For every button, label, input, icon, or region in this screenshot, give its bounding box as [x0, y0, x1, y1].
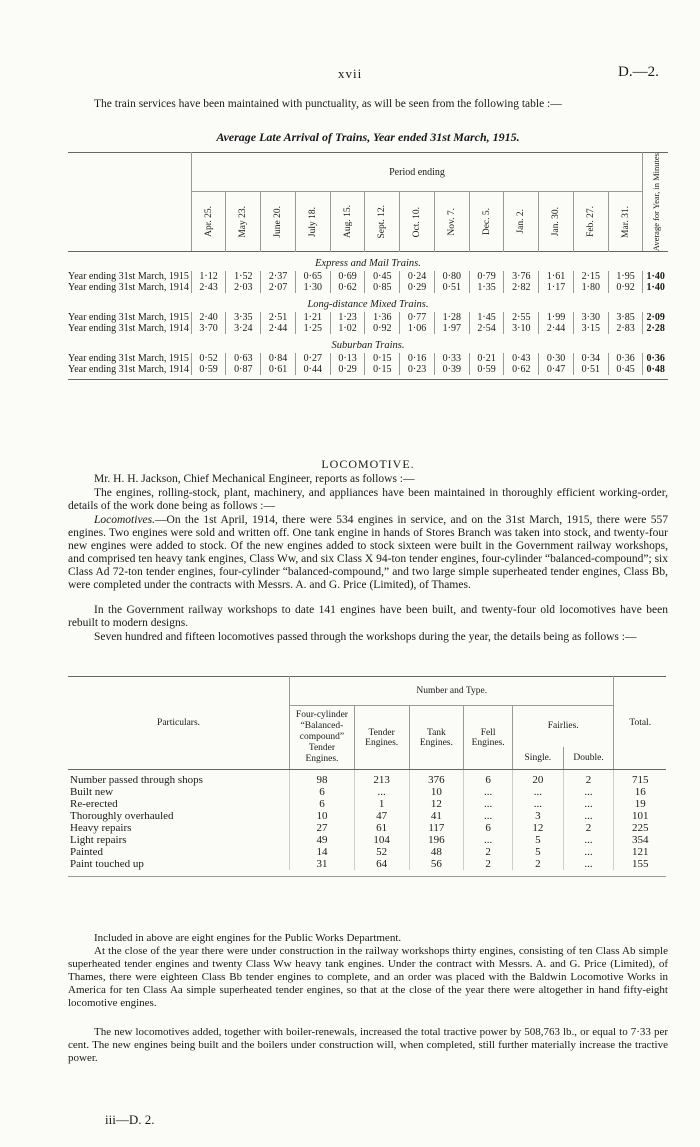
table1-title: Average Late Arrival of Trains, Year ended 31st March, 1915.: [216, 130, 520, 144]
loco-para-3: [68, 514, 668, 592]
table-cell: 0·44: [295, 364, 330, 375]
period-col-header: Jan. 2.: [504, 192, 539, 252]
table-cell: ...: [464, 810, 513, 822]
row-label: Light repairs: [70, 834, 127, 846]
loco-para-3-body: —On the 1st April, 1914, there were 534 engines in service, and on the 31st March, 1915, there were 557 engines. Two engines were sold and written off. One tank engine in hands of Stores Branch was taken into stock, and twenty-four new engines were added to stock. Of the new engines added to stock sixteen were built in the Government railway workshops, and comprised ten heavy tank engines, Class Ww, and six Class X 94-ton tender engines, four-cylinder “balanced-compound”; six Class Ad 72-ton tender engines, four-cylinder “balanced-compound,” and two large simple superheated tender engines, Class Bb, were completed under the contracts with Messrs. A. and G. Price (Limited), of Thames.: [68, 514, 668, 591]
loco-para-5: Seven hundred and fifteen locomotives passed through the workshops during the year, the details being as follows :—: [94, 631, 637, 643]
section-title: Long-distance Mixed Trains.: [307, 299, 429, 311]
locomotive-heading: LOCOMOTIVE.: [321, 457, 415, 471]
total-header: Total.: [614, 677, 666, 770]
workshop-table: [68, 676, 666, 877]
table-cell: 1·30: [295, 282, 330, 293]
period-col-header: Aug. 15.: [330, 192, 365, 252]
table-cell: 2·82: [504, 282, 539, 293]
table-cell: 2: [513, 858, 564, 870]
table-cell: 48: [409, 846, 464, 858]
table-cell: ...: [464, 786, 513, 798]
table-cell: 1·61: [539, 271, 574, 282]
table-cell: ...: [563, 810, 614, 822]
table-end-rule: [68, 870, 666, 877]
section-title: Suburban Trains.: [331, 340, 405, 352]
table-row: [68, 786, 666, 798]
table-cell: 1·35: [469, 282, 504, 293]
table-cell: 0·36: [608, 353, 643, 364]
table-cell: 0·16: [400, 353, 435, 364]
table-cell: 0·15: [365, 364, 400, 375]
table-cell: 3: [513, 810, 564, 822]
row-label: Year ending 31st March, 1914: [68, 281, 189, 293]
closing-para-1: Included in above are eight engines for the Public Works Department.: [94, 932, 402, 944]
avg-cell: 2·28: [643, 323, 668, 334]
single-header: Single.: [513, 747, 564, 770]
table-cell: 715: [614, 770, 666, 787]
period-col-header: Feb. 27.: [573, 192, 608, 252]
table-cell: 2·44: [261, 323, 296, 334]
table-cell: 2·44: [539, 323, 574, 334]
period-col-header: Jan. 30.: [539, 192, 574, 252]
table-cell: 3·85: [608, 312, 643, 323]
locomotives-lead: Locomotives.: [94, 514, 156, 526]
table-cell: 0·29: [330, 364, 365, 375]
loco-para-2: The engines, rolling-stock, plant, machinery, and appliances have been maintained in thoroughly efficient working-order, details of the work done being as follows :—: [68, 487, 668, 512]
row-label: Heavy repairs: [70, 822, 132, 834]
table-row: [68, 834, 666, 846]
fell-header: Fell Engines.: [464, 706, 513, 770]
table-cell: 3·10: [504, 323, 539, 334]
table-cell: 10: [409, 786, 464, 798]
table-cell: 6: [290, 798, 355, 810]
table-cell: 0·13: [330, 353, 365, 364]
section-row: [68, 293, 668, 312]
table-cell: ...: [563, 834, 614, 846]
period-ending-header: Period ending: [191, 153, 643, 192]
table-cell: 6: [290, 786, 355, 798]
table-cell: 0·84: [261, 353, 296, 364]
table-cell: 41: [409, 810, 464, 822]
period-col-header: July 18.: [295, 192, 330, 252]
table-cell: ...: [513, 798, 564, 810]
table-cell: 3·76: [504, 271, 539, 282]
table-row: [68, 798, 666, 810]
table-cell: 2·55: [504, 312, 539, 323]
table-cell: 0·30: [539, 353, 574, 364]
table-cell: 3·24: [226, 323, 261, 334]
table-cell: 1·28: [434, 312, 469, 323]
table-cell: 64: [354, 858, 409, 870]
table-cell: 0·77: [400, 312, 435, 323]
table-cell: 1: [354, 798, 409, 810]
table-cell: 0·47: [539, 364, 574, 375]
table-cell: 56: [409, 858, 464, 870]
table-cell: 225: [614, 822, 666, 834]
table-cell: 0·27: [295, 353, 330, 364]
table-cell: 1·17: [539, 282, 574, 293]
table-cell: 1·95: [608, 271, 643, 282]
avg-header: Average for Year, in Minutes: [643, 153, 668, 252]
table-cell: ...: [563, 798, 614, 810]
table-cell: 2·83: [608, 323, 643, 334]
table-cell: 2·43: [191, 282, 226, 293]
period-col-header: Mar. 31.: [608, 192, 643, 252]
table-cell: 5: [513, 834, 564, 846]
footer-signature: iii—D. 2.: [105, 1112, 155, 1127]
table-cell: ...: [563, 858, 614, 870]
period-col-header: Sept. 12.: [365, 192, 400, 252]
table-cell: 0·51: [434, 282, 469, 293]
table-cell: 0·59: [469, 364, 504, 375]
avg-cell: 0·48: [643, 364, 668, 375]
table-cell: 6: [464, 822, 513, 834]
table-cell: 2·03: [226, 282, 261, 293]
period-col-header: June 20.: [261, 192, 296, 252]
table-cell: 1·97: [434, 323, 469, 334]
section-row: [68, 334, 668, 353]
avg-cell: 1·40: [643, 282, 668, 293]
table-cell: 0·24: [400, 271, 435, 282]
table-cell: 10: [290, 810, 355, 822]
table-cell: 104: [354, 834, 409, 846]
table-row: [68, 282, 668, 293]
table-row: [68, 353, 668, 364]
table-cell: ...: [464, 798, 513, 810]
table-cell: 1·06: [400, 323, 435, 334]
table-cell: 3·35: [226, 312, 261, 323]
table-cell: 121: [614, 846, 666, 858]
period-col-header: May 23.: [226, 192, 261, 252]
intro-paragraph: The train services have been maintained with punctuality, as will be seen from the following table :—: [94, 98, 562, 110]
avg-cell: 1·40: [643, 271, 668, 282]
table-cell: ...: [563, 786, 614, 798]
table-cell: ...: [464, 834, 513, 846]
table-cell: 117: [409, 822, 464, 834]
table-cell: 1·02: [330, 323, 365, 334]
row-label: Thoroughly overhauled: [70, 810, 174, 822]
table-row: [68, 858, 666, 870]
table-cell: 12: [409, 798, 464, 810]
table-cell: 0·85: [365, 282, 400, 293]
table-cell: ...: [354, 786, 409, 798]
table-cell: 0·51: [573, 364, 608, 375]
table-cell: 1·23: [330, 312, 365, 323]
table-row: [68, 846, 666, 858]
table-cell: 0·87: [226, 364, 261, 375]
table-cell: 2·37: [261, 271, 296, 282]
table-cell: 0·45: [608, 364, 643, 375]
period-col-header: Nov. 7.: [434, 192, 469, 252]
table-cell: 0·69: [330, 271, 365, 282]
avg-cell: 2·09: [643, 312, 668, 323]
double-header: Double.: [563, 747, 614, 770]
table-cell: 0·52: [191, 353, 226, 364]
table-cell: 27: [290, 822, 355, 834]
table-cell: 5: [513, 846, 564, 858]
fourcyl-header: Four-cylinder “Balanced-compound” Tender Engines.: [290, 706, 355, 770]
table-cell: 49: [290, 834, 355, 846]
table-cell: 1·21: [295, 312, 330, 323]
table-cell: 3·30: [573, 312, 608, 323]
avg-cell: 0·36: [643, 353, 668, 364]
loco-para-4: In the Government railway workshops to date 141 engines have been built, and twenty-four old locomotives have been rebuilt to modern designs.: [68, 604, 668, 629]
table-cell: 1·52: [226, 271, 261, 282]
period-col-header: Dec. 5.: [469, 192, 504, 252]
table-cell: 0·45: [365, 271, 400, 282]
table-cell: 0·15: [365, 353, 400, 364]
table-cell: 0·39: [434, 364, 469, 375]
fairlies-header: Fairlies.: [513, 706, 614, 747]
table-cell: 14: [290, 846, 355, 858]
loco-para-1: Mr. H. H. Jackson, Chief Mechanical Engineer, reports as follows :—: [94, 473, 415, 485]
table-cell: 1·45: [469, 312, 504, 323]
table-cell: 0·65: [295, 271, 330, 282]
table-cell: ...: [513, 786, 564, 798]
row-label: Year ending 31st March, 1915: [68, 352, 189, 364]
table-cell: 47: [354, 810, 409, 822]
table-cell: 1·99: [539, 312, 574, 323]
closing-para-2: At the close of the year there were under construction in the railway workshops thirty engines, consisting of ten Class Ab simple superheated tender engines and twenty Class Ww heavy tank engines. Under the contract with Messrs. A. and G. Price (Limited), of Thames, there were eighteen Class Bb tender engines to complete, and an order was placed with the Baldwin Locomotive Works in America for ten Class Aa simple superheated tender engines, so that at the close of the year there were altogether in hand fifty-eight locomotive engines.: [68, 945, 668, 1009]
page-number: xvii: [338, 66, 363, 81]
period-col-header: Oct. 10.: [400, 192, 435, 252]
table-cell: 2·15: [573, 271, 608, 282]
table-cell: 2·40: [191, 312, 226, 323]
table-cell: 0·23: [400, 364, 435, 375]
row-label: Built new: [70, 786, 114, 798]
table-cell: 0·62: [330, 282, 365, 293]
table-cell: 0·63: [226, 353, 261, 364]
late-arrival-table: [68, 152, 668, 380]
table-cell: 213: [354, 770, 409, 787]
table-row: [68, 364, 668, 375]
table-cell: 31: [290, 858, 355, 870]
table-row: [68, 770, 666, 787]
table1-corner: [68, 153, 191, 252]
table-cell: 1·80: [573, 282, 608, 293]
table-cell: 354: [614, 834, 666, 846]
table-cell: 0·62: [504, 364, 539, 375]
table-cell: 61: [354, 822, 409, 834]
table-cell: 2·51: [261, 312, 296, 323]
table-cell: 20: [513, 770, 564, 787]
table-cell: 3·15: [573, 323, 608, 334]
tender-header: Tender Engines.: [354, 706, 409, 770]
row-label: Number passed through shops: [70, 774, 203, 786]
table-cell: 19: [614, 798, 666, 810]
table-cell: 0·33: [434, 353, 469, 364]
table-cell: 196: [409, 834, 464, 846]
table-cell: 16: [614, 786, 666, 798]
table-cell: 2: [464, 858, 513, 870]
tank-header: Tank Engines.: [409, 706, 464, 770]
row-label: Re-erected: [70, 798, 118, 810]
table-cell: 0·21: [469, 353, 504, 364]
table-cell: 2: [563, 770, 614, 787]
table-cell: 2·54: [469, 323, 504, 334]
table-cell: 2: [464, 846, 513, 858]
table-end-rule: [68, 375, 668, 380]
table-cell: 0·80: [434, 271, 469, 282]
table-cell: 6: [464, 770, 513, 787]
table-cell: 1·25: [295, 323, 330, 334]
table-cell: 155: [614, 858, 666, 870]
table-row: [68, 323, 668, 334]
table-cell: 1·36: [365, 312, 400, 323]
table-row: [68, 271, 668, 282]
table-cell: 0·79: [469, 271, 504, 282]
table-cell: 2·07: [261, 282, 296, 293]
table-cell: 0·61: [261, 364, 296, 375]
table-cell: 0·43: [504, 353, 539, 364]
row-label: Paint touched up: [70, 858, 144, 870]
period-col-header: Apr. 25.: [191, 192, 226, 252]
number-type-header: Number and Type.: [290, 677, 614, 706]
table-row: [68, 312, 668, 323]
table-cell: 52: [354, 846, 409, 858]
table-cell: 1·12: [191, 271, 226, 282]
particulars-header: Particulars.: [68, 677, 290, 770]
section-title: Express and Mail Trains.: [315, 258, 421, 270]
table-cell: 0·29: [400, 282, 435, 293]
document-reference: D.—2.: [618, 64, 659, 80]
closing-para-3: The new locomotives added, together with boiler-renewals, increased the total tractive power by 508,763 lb., or equal to 7·33 per cent. The new engines being built and the boilers under construction will, when completed, still further materially increase the tractive power.: [68, 1026, 668, 1064]
row-label: Year ending 31st March, 1915: [68, 270, 189, 282]
table-cell: 0·92: [608, 282, 643, 293]
table-cell: 101: [614, 810, 666, 822]
table-cell: 0·59: [191, 364, 226, 375]
row-label: Year ending 31st March, 1914: [68, 363, 189, 375]
section-row: [68, 252, 668, 272]
table-cell: 3·70: [191, 323, 226, 334]
table-cell: 376: [409, 770, 464, 787]
table-cell: 98: [290, 770, 355, 787]
table-cell: 0·92: [365, 323, 400, 334]
row-label: Painted: [70, 846, 103, 858]
table-cell: 2: [563, 822, 614, 834]
table-row: [68, 822, 666, 834]
row-label: Year ending 31st March, 1915: [68, 311, 189, 323]
table-cell: ...: [563, 846, 614, 858]
table-cell: 0·34: [573, 353, 608, 364]
row-label: Year ending 31st March, 1914: [68, 322, 189, 334]
table-cell: 12: [513, 822, 564, 834]
table-row: [68, 810, 666, 822]
